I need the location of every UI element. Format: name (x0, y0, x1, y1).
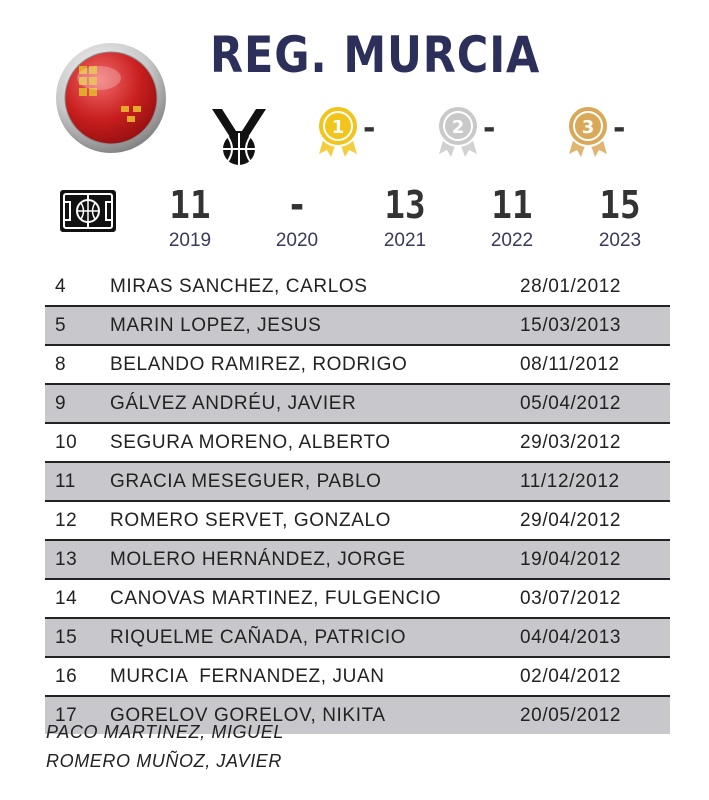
player-name: RIQUELME CAÑADA, PATRICIO (110, 626, 407, 648)
basketball-court-icon (58, 188, 118, 234)
medal-3-icon (563, 104, 613, 158)
medal-count: - (363, 111, 376, 146)
player-birthdate: 05/04/2012 (520, 392, 622, 414)
player-birthdate: 03/07/2012 (520, 587, 622, 609)
medal-place-label: 2 (451, 117, 465, 138)
player-birthdate: 20/05/2012 (520, 704, 622, 726)
medal-count: - (613, 111, 626, 146)
table-row (45, 580, 670, 619)
player-number: 10 (55, 431, 78, 453)
player-name: MIRAS SANCHEZ, CARLOS (110, 275, 368, 297)
player-birthdate: 28/01/2012 (520, 275, 622, 297)
player-name: CANOVAS MARTINEZ, FULGENCIO (110, 587, 442, 609)
season-value: 13 (384, 183, 426, 227)
medal-count: - (483, 111, 496, 146)
player-number: 13 (55, 548, 78, 570)
player-birthdate: 11/12/2012 (520, 470, 620, 492)
player-number: 8 (55, 353, 67, 375)
table-row (45, 502, 670, 541)
player-birthdate: 29/03/2012 (520, 431, 622, 453)
region-flag-icon (55, 42, 167, 154)
season-year: 2020 (275, 230, 319, 251)
season-value: 15 (599, 183, 641, 227)
player-number: 9 (55, 392, 67, 414)
player-name: ROMERO SERVET, GONZALO (110, 509, 392, 531)
player-number: 12 (55, 509, 78, 531)
season-column (365, 182, 445, 252)
season-value: - (286, 183, 308, 227)
player-name: SEGURA MORENO, ALBERTO (110, 431, 391, 453)
player-name: GRACIA MESEGUER, PABLO (110, 470, 382, 492)
season-column (580, 182, 660, 252)
medal-place-label: 1 (331, 117, 345, 138)
season-value: 11 (491, 183, 533, 227)
table-row (45, 385, 670, 424)
season-column (257, 182, 337, 252)
player-number: 16 (55, 665, 78, 687)
table-row (45, 619, 670, 658)
basketball-medal-icon (208, 105, 270, 167)
player-number: 5 (55, 314, 67, 336)
player-birthdate: 08/11/2012 (520, 353, 620, 375)
table-row (45, 346, 670, 385)
team-title: REG. MURCIA (210, 26, 541, 84)
table-row (45, 307, 670, 346)
season-value: 11 (169, 183, 211, 227)
player-name: MURCIA FERNANDEZ, JUAN (110, 665, 385, 687)
table-row (45, 658, 670, 697)
staff-member: PACO MARTINEZ, MIGUEL (46, 722, 284, 742)
medal-2-icon (433, 104, 483, 158)
season-year: 2022 (490, 230, 534, 251)
season-year: 2023 (598, 230, 642, 251)
player-number: 17 (55, 704, 78, 726)
season-column (472, 182, 552, 252)
player-name: MARIN LOPEZ, JESUS (110, 314, 322, 336)
player-name: GORELOV GORELOV, NIKITA (110, 704, 386, 726)
table-row (45, 463, 670, 502)
player-number: 11 (55, 470, 76, 492)
table-row (45, 268, 670, 307)
player-birthdate: 02/04/2012 (520, 665, 622, 687)
season-year: 2021 (383, 230, 427, 251)
player-birthdate: 19/04/2012 (520, 548, 622, 570)
player-birthdate: 15/03/2013 (520, 314, 622, 336)
player-number: 14 (55, 587, 78, 609)
staff-member: ROMERO MUÑOZ, JAVIER (46, 751, 283, 771)
medal-place-label: 3 (581, 117, 595, 138)
medal-1-icon (313, 104, 363, 158)
roster-table (45, 268, 670, 734)
player-name: BELANDO RAMIREZ, RODRIGO (110, 353, 408, 375)
table-row (45, 424, 670, 463)
player-number: 15 (55, 626, 78, 648)
player-birthdate: 04/04/2013 (520, 626, 622, 648)
player-name: GÁLVEZ ANDRÉU, JAVIER (110, 392, 357, 414)
season-column (150, 182, 230, 252)
player-birthdate: 29/04/2012 (520, 509, 622, 531)
season-year: 2019 (168, 230, 212, 251)
player-number: 4 (55, 275, 67, 297)
player-name: MOLERO HERNÁNDEZ, JORGE (110, 548, 406, 570)
table-row (45, 541, 670, 580)
